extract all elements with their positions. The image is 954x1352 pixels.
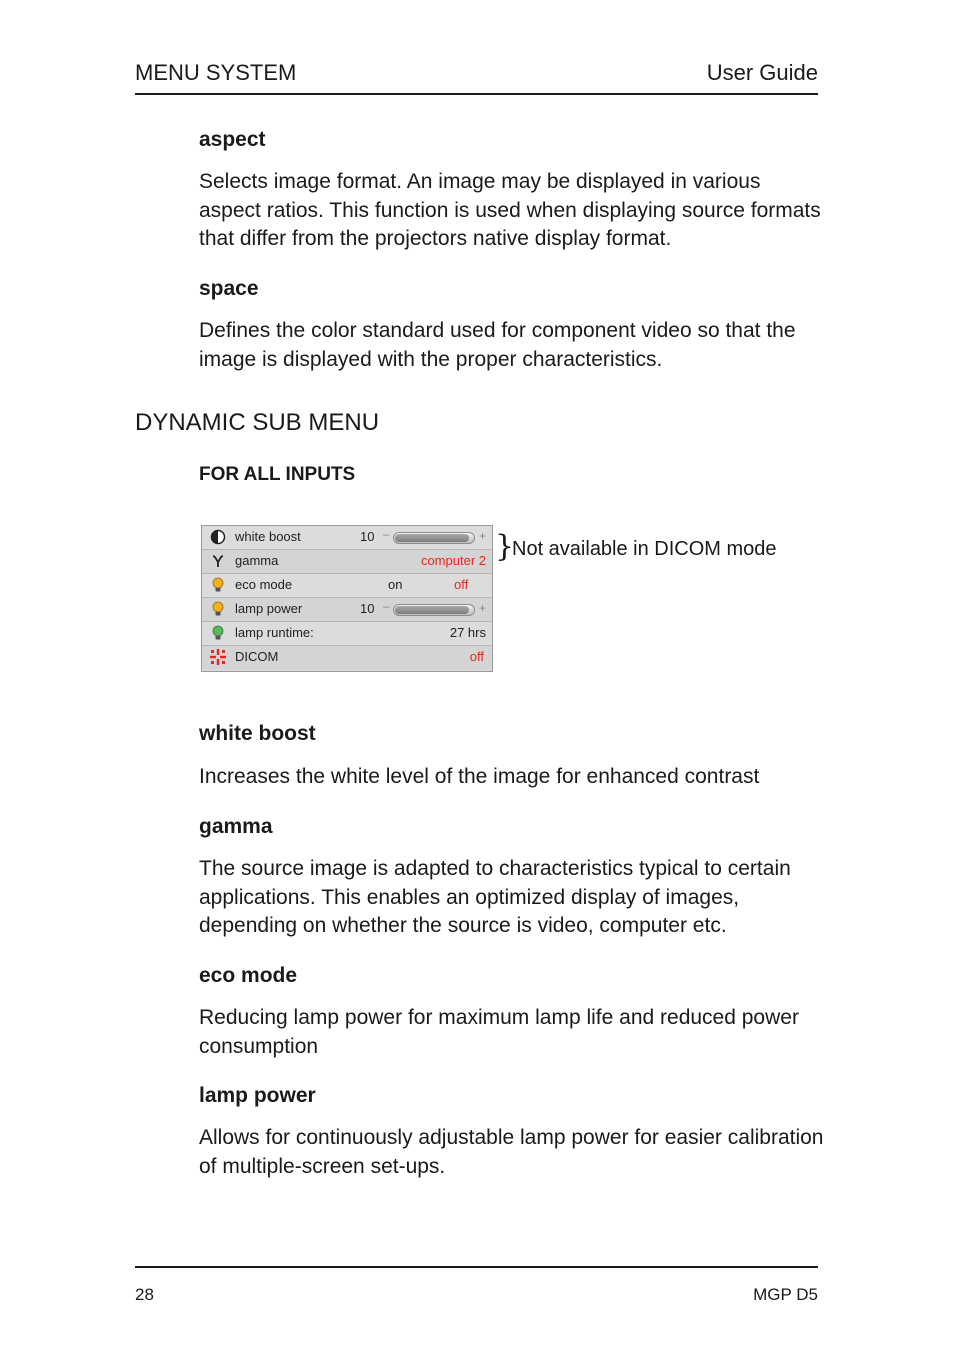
dynamic-menu-panel — [201, 525, 493, 672]
lamp-power-slider[interactable] — [393, 604, 475, 616]
menu-row-lamp-power[interactable] — [202, 598, 492, 622]
bracket-icon: } — [495, 529, 515, 564]
subsection-title: FOR ALL INPUTS — [199, 464, 356, 485]
lamp-runtime-value: 27 hrs — [449, 625, 486, 640]
menu-row-lamp-runtime — [202, 622, 492, 646]
term-aspect: aspect — [199, 128, 266, 151]
menu-label: lamp power — [235, 601, 303, 616]
desc-gamma: The source image is adapted to characteristics typical to certain applications. This enables an optimized display of images, depending on whether the source is video, computer etc. — [199, 857, 791, 937]
menu-value: 10 — [360, 601, 375, 616]
page-number: 28 — [135, 1285, 154, 1304]
dicom-icon — [210, 649, 226, 665]
term-lamp-power: lamp power — [199, 1084, 316, 1107]
lamp-icon — [210, 601, 226, 617]
slider-fill — [395, 534, 469, 542]
lamp-green-icon — [210, 625, 226, 641]
decrease-icon[interactable]: – — [383, 527, 390, 541]
contrast-icon — [210, 529, 226, 545]
slider-fill — [395, 606, 469, 614]
menu-value: 10 — [360, 529, 375, 544]
eco-option-off[interactable]: off — [454, 577, 469, 592]
footer-rule — [135, 1266, 818, 1268]
header-doc-title: User Guide — [706, 60, 818, 85]
gamma-icon — [210, 553, 226, 569]
term-gamma: gamma — [199, 815, 273, 838]
menu-label: gamma — [235, 553, 279, 568]
dicom-selected-value[interactable]: off — [469, 649, 484, 664]
term-space: space — [199, 277, 259, 300]
header-rule — [135, 93, 818, 95]
decrease-icon[interactable]: – — [383, 599, 390, 613]
section-title: DYNAMIC SUB MENU — [135, 409, 380, 436]
desc-aspect: Selects image format. An image may be displayed in various aspect ratios. This function is used when displaying source formats that differ from the projectors native display format. — [199, 170, 821, 250]
white-boost-slider[interactable] — [393, 532, 475, 544]
increase-icon[interactable]: + — [479, 601, 487, 615]
menu-row-white-boost[interactable] — [202, 526, 492, 550]
desc-lamp-power: Allows for continuously adjustable lamp power for easier calibration of multiple-screen set-ups. — [199, 1126, 824, 1178]
term-eco-mode: eco mode — [199, 964, 298, 987]
menu-label: eco mode — [235, 577, 293, 592]
lamp-icon — [210, 577, 226, 593]
header-section-title: MENU SYSTEM — [135, 60, 297, 85]
menu-label: DICOM — [235, 649, 279, 664]
desc-eco-mode: Reducing lamp power for maximum lamp life and reduced power consumption — [199, 1006, 799, 1058]
desc-white-boost: Increases the white level of the image for enhanced contrast — [199, 765, 760, 788]
menu-row-gamma[interactable] — [202, 550, 492, 574]
eco-option-on[interactable]: on — [388, 577, 403, 592]
increase-icon[interactable]: + — [479, 529, 487, 543]
footer-model: MGP D5 — [753, 1285, 818, 1304]
menu-label: lamp runtime: — [235, 625, 314, 640]
term-white-boost: white boost — [199, 722, 316, 745]
desc-space: Defines the color standard used for component video so that the image is displayed with the proper characteristics. — [199, 319, 796, 371]
menu-label: white boost — [235, 529, 301, 544]
gamma-selected-value[interactable]: computer 2 — [420, 553, 486, 568]
menu-row-dicom[interactable] — [202, 646, 492, 669]
dicom-note: Not available in DICOM mode — [512, 538, 777, 560]
menu-row-eco-mode[interactable] — [202, 574, 492, 598]
